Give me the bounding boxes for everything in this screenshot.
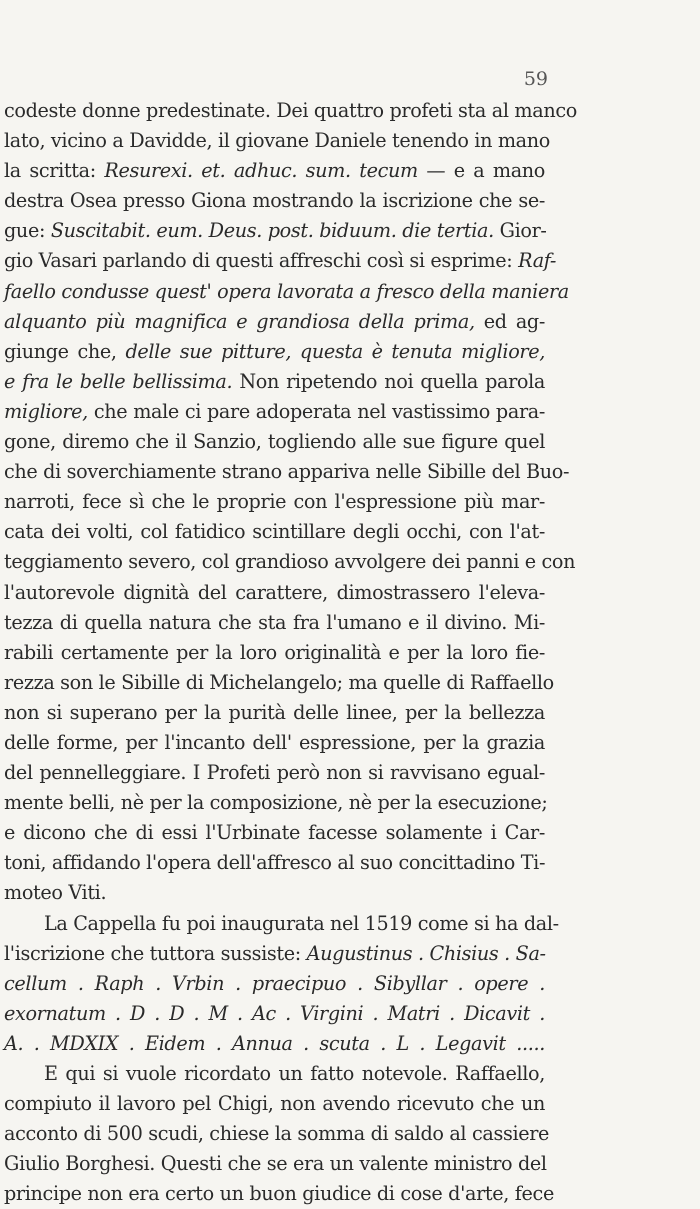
text-segment: non si superano per la purità delle linee, per la bellezza: [4, 700, 545, 724]
text-line: [4, 909, 559, 939]
text-segment: moteo Viti.: [4, 881, 107, 905]
italic-text: Augustinus . Chisius . Sa-: [306, 941, 546, 965]
text-line: [4, 96, 577, 126]
italic-text: e fra le belle bellissima.: [4, 369, 233, 393]
italic-text: migliore,: [4, 399, 88, 423]
text-segment: tezza di quella natura che sta fra l'umano e il divino. Mi-: [4, 610, 545, 634]
text-line: [4, 186, 545, 216]
text-line: [4, 1149, 545, 1179]
text-line: [4, 156, 545, 186]
text-segment: gue:: [4, 219, 51, 243]
text-line: [4, 939, 545, 969]
text-line: [4, 638, 545, 668]
text-segment: Non ripetendo noi quella parola: [232, 369, 546, 393]
text-line: [4, 1029, 545, 1059]
italic-text: Resurexi. et. adhuc. sum. tecum: [104, 159, 418, 183]
italic-text: Suscitabit. eum. Deus. post. biduum. die tertia.: [50, 219, 494, 243]
text-segment: rabili certamente per la loro originalità e per la loro fie-: [4, 640, 545, 664]
text-segment: del pennelleggiare. I Profeti però non si ravvisano egual-: [4, 761, 545, 785]
text-segment: E qui si vuole ricordato un fatto notevole. Raffaello,: [44, 1062, 545, 1085]
text-segment: compiuto il lavoro pel Chigi, non avendo ricevuto che un: [4, 1092, 545, 1116]
text-line: [4, 969, 545, 999]
text-segment: l'iscrizione che tuttora sussiste:: [4, 941, 307, 965]
text-line: [4, 487, 545, 517]
italic-text: exornatum . D . D . M . Ac . Virgini . Matri . Dicavit .: [4, 1001, 545, 1025]
text-segment: e dicono che di essi l'Urbinate facesse solamente i Car-: [4, 821, 545, 845]
text-line: [4, 397, 545, 427]
text-line: [4, 608, 545, 638]
text-segment: cata dei volti, col fatidico scintillare degli occhi, con l'at-: [4, 520, 545, 544]
text-segment: teggiamento severo, col grandioso avvolgere dei panni e con: [4, 550, 576, 574]
text-line: [4, 848, 545, 878]
italic-text: faello condusse quest' opera lavorata a fresco della maniera: [4, 279, 569, 303]
text-segment: mente belli, nè per la composizione, nè per la esecuzione;: [4, 791, 548, 815]
text-line: [4, 668, 554, 698]
text-line: [4, 1119, 550, 1149]
text-segment: giunge che,: [4, 339, 126, 363]
text-segment: gio Vasari parlando di questi affreschi così si esprime:: [4, 249, 519, 273]
text-segment: acconto di 500 scudi, chiese la somma di saldo al cassiere: [4, 1122, 550, 1146]
text-line: [4, 698, 545, 728]
text-segment: Giulio Borghesi. Questi che se era un valente ministro del: [4, 1152, 547, 1176]
text-segment: l'autorevole dignità del carattere, dimostrassero l'eleva-: [4, 580, 545, 604]
italic-text: Raf-: [518, 249, 556, 273]
text-line: [4, 999, 545, 1029]
text-segment: gone, diremo che il Sanzio, togliendo alle sue figure quel: [4, 430, 545, 454]
body-text: [4, 96, 577, 1209]
text-segment: che di soverchiamente strano appariva nelle Sibille del Buo-: [4, 460, 570, 484]
text-segment: narroti, fece sì che le proprie con l'espressione più mar-: [4, 490, 545, 514]
text-line: [4, 818, 545, 848]
text-line: [4, 427, 545, 457]
text-segment: La Cappella fu poi inaugurata nel 1519 come si ha dal-: [44, 911, 559, 935]
text-segment: toni, affidando l'opera dell'affresco al suo concittadino Ti-: [4, 851, 546, 875]
text-line: [4, 307, 545, 337]
text-line: [4, 216, 545, 246]
text-line: [4, 728, 545, 758]
text-line: [4, 758, 545, 788]
text-segment: ed ag-: [474, 309, 546, 333]
italic-text: alquanto più magnifica e grandiosa della prima,: [4, 309, 475, 333]
text-line: [4, 1089, 545, 1119]
text-line: [4, 367, 545, 397]
text-line: [4, 337, 545, 367]
text-segment: destra Osea presso Giona mostrando la iscrizione che se-: [4, 189, 545, 213]
italic-text: A. . MDXIX . Eidem . Annua . scuta . L . Legavit .....: [4, 1031, 545, 1055]
text-line: [4, 1059, 545, 1089]
text-segment: lato, vicino a Davidde, il giovane Daniele tenendo in mano: [4, 129, 550, 153]
text-line: [4, 126, 550, 156]
italic-text: cellum . Raph . Vrbin . praecipuo . Sibyllar . opere .: [4, 971, 545, 995]
page-number: 59: [523, 68, 548, 90]
text-line: [4, 788, 548, 818]
text-line: [4, 277, 569, 307]
text-line: [4, 1179, 554, 1209]
text-segment: rezza son le Sibille di Michelangelo; ma quelle di Raffaello: [4, 670, 554, 694]
text-segment: Gior-: [493, 219, 547, 243]
text-line: [4, 517, 545, 547]
text-segment: che male ci pare adoperata nel vastissimo para-: [87, 399, 545, 423]
text-line: [4, 457, 570, 487]
text-segment: codeste donne predestinate. Dei quattro profeti sta al manco: [4, 99, 577, 122]
text-line: [4, 547, 576, 577]
text-line: [4, 246, 556, 276]
text-segment: la scritta:: [4, 159, 105, 183]
text-line: [4, 878, 545, 908]
text-line: [4, 578, 545, 608]
text-segment: principe non era certo un buon giudice di cose d'arte, fece: [4, 1182, 554, 1206]
text-segment: delle forme, per l'incanto dell' espressione, per la grazia: [4, 730, 545, 754]
text-segment: — e a mano: [417, 159, 545, 183]
italic-text: delle sue pitture, questa è tenuta migliore,: [125, 339, 545, 363]
